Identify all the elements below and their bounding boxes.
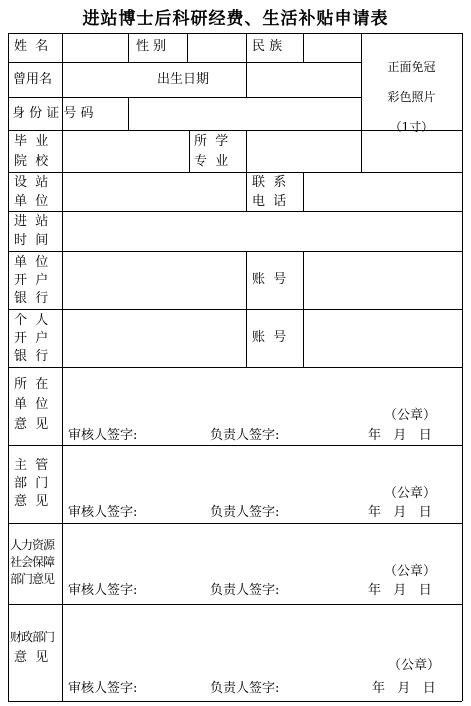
unit-opinion-label-1: 所 在: [14, 377, 49, 392]
form-title: 进站博士后科研经费、生活补贴申请表: [82, 9, 389, 29]
dept-date: 年 月 日: [368, 505, 432, 520]
major-label-2: 专 业: [194, 154, 229, 169]
entry-time-label-2: 时 间: [14, 233, 49, 248]
entry-time-field[interactable]: [62, 211, 462, 251]
personal-account-field[interactable]: [303, 309, 462, 367]
personal-account-label: 账 号: [252, 330, 287, 345]
finance-date: 年 月 日: [372, 681, 436, 696]
unit-account-field[interactable]: [303, 251, 462, 309]
major-field[interactable]: [246, 130, 361, 172]
birth-date-label: 出生日期: [157, 72, 210, 87]
dept-opinion-label-2: 部 门: [14, 476, 49, 491]
personal-bank-label-1: 个 人: [14, 313, 49, 328]
former-name-label: 曾用名: [13, 72, 53, 87]
station-unit-label-1: 设 站: [14, 175, 49, 190]
unit-bank-label-3: 银 行: [14, 291, 49, 306]
hr-date: 年 月 日: [368, 583, 432, 598]
name-field[interactable]: [62, 33, 128, 62]
grad-school-field[interactable]: [62, 130, 189, 172]
former-name-field[interactable]: [62, 62, 128, 97]
gender-label: 性 别: [136, 39, 167, 54]
unit-bank-label-2: 开 户: [14, 273, 49, 288]
name-label: 姓 名: [14, 39, 49, 54]
unit-bank-label-1: 单 位: [14, 255, 49, 270]
hr-opinion-label-2: 社会保障: [10, 555, 55, 569]
unit-date: 年 月 日: [368, 428, 432, 443]
unit-responsible-sign: 负责人签字:: [210, 428, 280, 443]
major-label-1: 所 学: [194, 134, 229, 149]
hr-opinion-label-3: 部门意见: [10, 572, 55, 586]
personal-bank-label-3: 银 行: [14, 349, 49, 364]
grad-school-label-1: 毕 业: [14, 134, 49, 149]
hr-reviewer-sign: 审核人签字:: [68, 583, 138, 598]
hr-responsible-sign: 负责人签字:: [210, 583, 280, 598]
dept-opinion-label-3: 意 见: [14, 494, 49, 509]
station-unit-field[interactable]: [62, 172, 246, 211]
birth-date-field[interactable]: [246, 62, 361, 97]
dept-responsible-sign: 负责人签字:: [210, 505, 280, 520]
ethnicity-label: 民 族: [252, 39, 283, 54]
finance-reviewer-sign: 审核人签字:: [68, 681, 138, 696]
photo-box[interactable]: [361, 52, 462, 142]
contact-label-2: 电 话: [252, 194, 287, 209]
dept-seal: （公章）: [384, 486, 437, 501]
dept-opinion-label-1: 主 管: [14, 458, 49, 473]
unit-opinion-label-2: 单 位: [14, 397, 49, 412]
contact-field[interactable]: [303, 172, 462, 211]
contact-label-1: 联 系: [252, 175, 287, 190]
station-unit-label-2: 单 位: [14, 194, 49, 209]
gender-field[interactable]: [187, 33, 246, 62]
unit-opinion-label-3: 意 见: [14, 417, 49, 432]
dept-reviewer-sign: 审核人签字:: [68, 505, 138, 520]
id-number-field[interactable]: [128, 97, 361, 130]
finance-seal: （公章）: [388, 658, 441, 673]
photo-line3: （1寸）: [389, 120, 434, 134]
ethnicity-field[interactable]: [303, 33, 361, 62]
id-number-label: 身 份 证 号 码: [12, 106, 94, 121]
unit-reviewer-sign: 审核人签字:: [68, 428, 138, 443]
personal-bank-field[interactable]: [62, 309, 246, 367]
hr-seal: （公章）: [384, 564, 437, 579]
unit-seal: （公章）: [384, 408, 437, 423]
finance-opinion-label-1: 财政部门: [10, 630, 55, 644]
finance-opinion-label-2: 意 见: [14, 650, 49, 665]
entry-time-label-1: 进 站: [14, 214, 49, 229]
finance-responsible-sign: 负责人签字:: [210, 681, 280, 696]
photo-line2: 彩色照片: [387, 90, 436, 104]
personal-bank-label-2: 开 户: [14, 331, 49, 346]
unit-bank-field[interactable]: [62, 251, 246, 309]
unit-account-label: 账 号: [252, 272, 287, 287]
hr-opinion-label-1: 人力资源: [10, 538, 55, 552]
photo-line1: 正面免冠: [387, 60, 436, 74]
grad-school-label-2: 院 校: [14, 154, 49, 169]
